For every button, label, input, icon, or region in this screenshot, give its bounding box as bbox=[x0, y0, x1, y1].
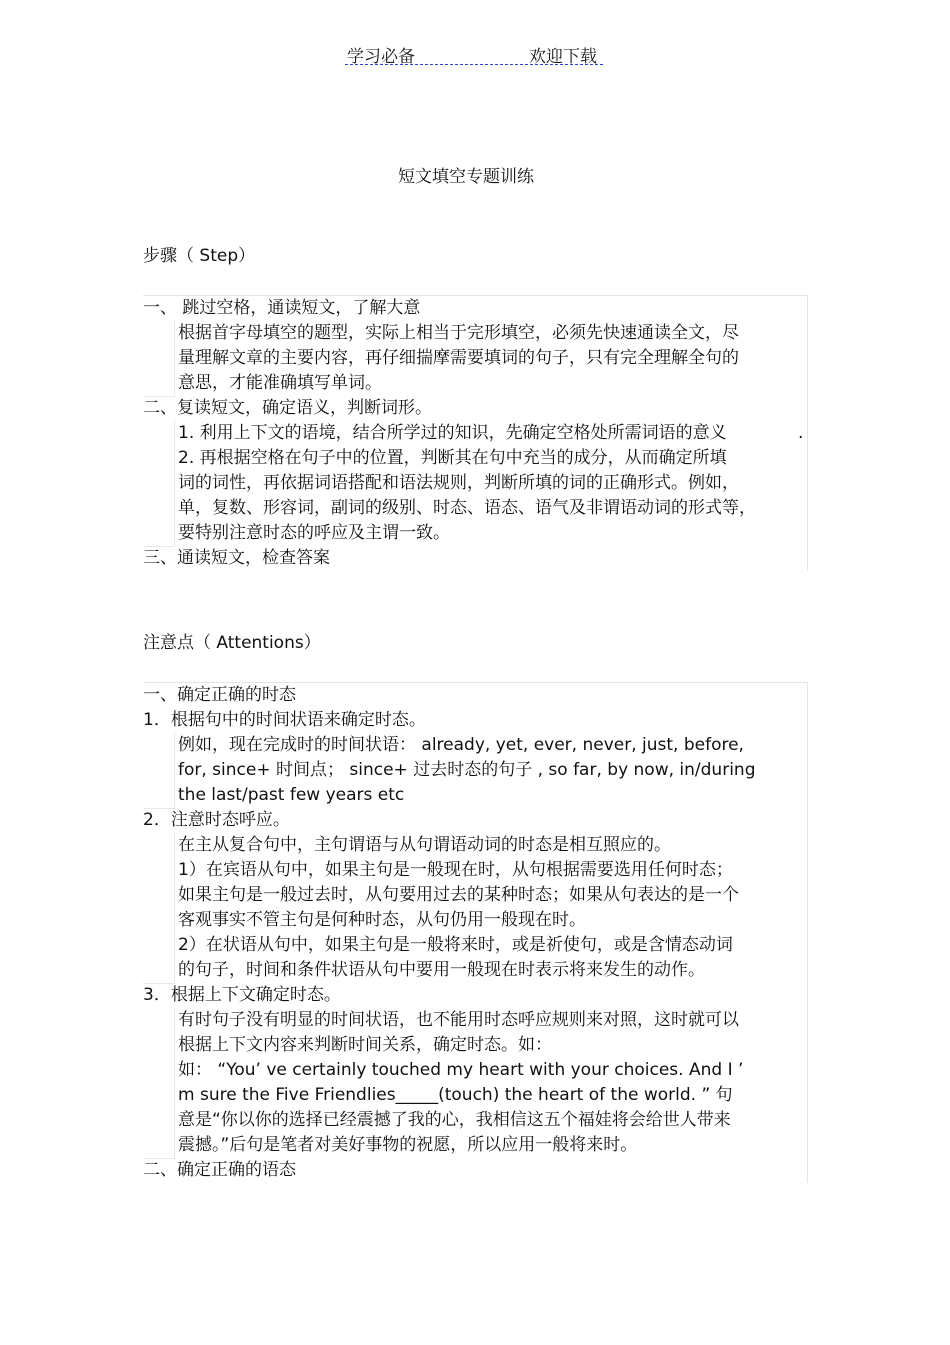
point-2-line: 如果主句是一般过去时，从句要用过去的某种时态；如果从句表达的是一个 bbox=[178, 885, 739, 905]
gutter bbox=[143, 421, 175, 547]
gutter bbox=[143, 733, 175, 809]
step-2-line: 词的词性，再依据词语搭配和语法规则，判断所填的词的正确形式。例如， bbox=[178, 473, 739, 493]
point-3-line: 根据上下文内容来判断时间关系，确定时态。如： bbox=[178, 1035, 552, 1055]
step-2-title: 二、复读短文，确定语义，判断词形。 bbox=[143, 398, 432, 418]
point-3-line: 震撼。”后句是笔者对美好事物的祝愿，所以应用一般将来时。 bbox=[178, 1135, 638, 1155]
point-2-line: 客观事实不管主句是何种时态，从句仍用一般现在时。 bbox=[178, 910, 586, 930]
point-1-line: for, since+ 时间点； since+ 过去时态的句子 , so far, by now, in/during bbox=[178, 760, 756, 780]
point-2-line: 2）在状语从句中，如果主句是一般将来时，或是祈使句，或是含情态动词 bbox=[178, 935, 733, 955]
gutter bbox=[143, 321, 175, 397]
point-2-line: 在主从复合句中，主句谓语与从句谓语动词的时态是相互照应的。 bbox=[178, 835, 671, 855]
point-1-title: 1．根据句中的时间状语来确定时态。 bbox=[143, 710, 426, 730]
point-1-line: 例如，现在完成时的时间状语： already, yet, ever, never, just, before, bbox=[178, 735, 744, 755]
step-2-line: 2. 再根据空格在句子中的位置，判断其在句中充当的成分，从而确定所填 bbox=[178, 448, 727, 468]
steps-box bbox=[143, 295, 808, 571]
attention-2-title: 二、确定正确的语态 bbox=[143, 1160, 296, 1180]
page-header bbox=[345, 40, 603, 65]
doc-title: 短文填空专题训练 bbox=[398, 167, 534, 187]
attentions-box bbox=[143, 682, 808, 1183]
header-right: 欢迎下载 bbox=[529, 47, 597, 67]
header-left: 学习必备 bbox=[347, 47, 415, 67]
point-3-line: m sure the Five Friendlies_____(touch) the heart of the world. ” 句 bbox=[178, 1085, 733, 1105]
steps-heading: 步骤（ Step） bbox=[143, 246, 256, 266]
point-2-line: 的句子，时间和条件状语从句中要用一般现在时表示将来发生的动作。 bbox=[178, 960, 705, 980]
gutter bbox=[143, 833, 175, 984]
attentions-heading: 注意点（ Attentions） bbox=[143, 633, 321, 653]
step-2-line: 单，复数、形容词，副词的级别、时态、语态、语气及非谓语动词的形式等， bbox=[178, 498, 756, 518]
point-3-line: 如： “You’ ve certainly touched my heart with your choices. And I ’ bbox=[178, 1060, 744, 1080]
step-1-title: 一、 跳过空格，通读短文，了解大意 bbox=[143, 298, 421, 318]
point-2-title: 2．注意时态呼应。 bbox=[143, 810, 290, 830]
gutter bbox=[143, 1008, 175, 1159]
attention-1-title: 一、确定正确的时态 bbox=[143, 685, 296, 705]
point-2-line: 1）在宾语从句中，如果主句是一般现在时，从句根据需要选用任何时态； bbox=[178, 860, 733, 880]
point-3-line: 有时句子没有明显的时间状语，也不能用时态呼应规则来对照，这时就可以 bbox=[178, 1010, 739, 1030]
point-3-title: 3．根据上下文确定时态。 bbox=[143, 985, 341, 1005]
step-3-title: 三、通读短文，检查答案 bbox=[143, 548, 330, 568]
step-1-line: 根据首字母填空的题型，实际上相当于完形填空，必须先快速通读全文，尽 bbox=[178, 323, 739, 343]
step-2-line: 1. 利用上下文的语境，结合所学过的知识，先确定空格处所需词语的意义 bbox=[178, 423, 727, 443]
point-1-line: the last/past few years etc bbox=[178, 785, 405, 805]
point-3-line: 意是“你以你的选择已经震撼了我的心，我相信这五个福娃将会给世人带来 bbox=[178, 1110, 731, 1130]
step-1-line: 量理解文章的主要内容，再仔细揣摩需要填词的句子，只有完全理解全句的 bbox=[178, 348, 739, 368]
step-1-line: 意思，才能准确填写单词。 bbox=[178, 373, 382, 393]
step-2-period: . bbox=[798, 423, 804, 443]
step-2-line: 要特别注意时态的呼应及主谓一致。 bbox=[178, 523, 450, 543]
